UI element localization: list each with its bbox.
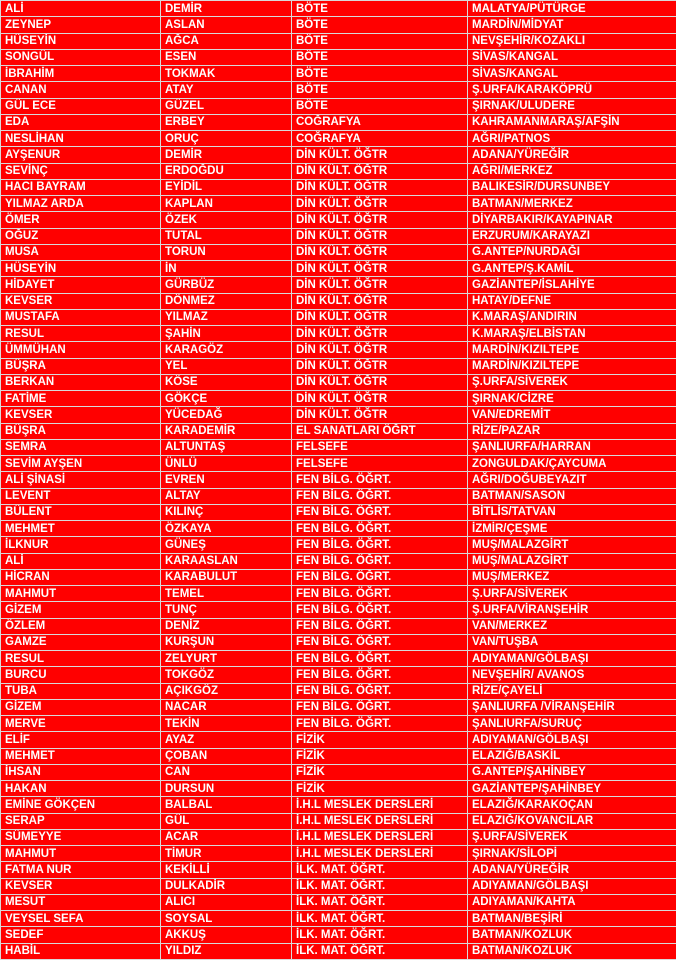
location-cell[interactable]: Ş.URFA/SİVEREK [468, 374, 676, 390]
first-name-cell[interactable]: MESUT [1, 894, 161, 910]
last-name-cell[interactable]: NACAR [161, 699, 292, 715]
location-cell[interactable]: BATMAN/MERKEZ [468, 196, 676, 212]
location-cell[interactable]: G.ANTEP/NURDAĞI [468, 244, 676, 260]
first-name-cell[interactable]: KEVSER [1, 293, 161, 309]
last-name-cell[interactable]: TEKİN [161, 716, 292, 732]
last-name-cell[interactable]: YEL [161, 358, 292, 374]
first-name-cell[interactable]: GAMZE [1, 634, 161, 650]
first-name-cell[interactable]: ALİ ŞİNASİ [1, 472, 161, 488]
location-cell[interactable]: VAN/TUŞBA [468, 634, 676, 650]
last-name-cell[interactable]: TOKGÖZ [161, 667, 292, 683]
table-row [1, 309, 676, 325]
table-row [1, 553, 676, 569]
table-row [1, 439, 676, 455]
branch-cell[interactable]: BÖTE [292, 17, 468, 33]
last-name-cell[interactable]: TUTAL [161, 228, 292, 244]
table-row [1, 228, 676, 244]
last-name-cell[interactable]: ALTAY [161, 488, 292, 504]
last-name-cell[interactable]: ERDOĞDU [161, 163, 292, 179]
last-name-cell[interactable]: ACAR [161, 829, 292, 845]
last-name-cell[interactable]: GÜZEL [161, 98, 292, 114]
location-cell[interactable]: AĞRI/PATNOS [468, 131, 676, 147]
first-name-cell[interactable]: MAHMUT [1, 586, 161, 602]
last-name-cell[interactable]: GÜNEŞ [161, 537, 292, 553]
table-row [1, 651, 676, 667]
table-row [1, 179, 676, 195]
location-cell[interactable]: GAZİANTEP/ŞAHİNBEY [468, 781, 676, 797]
first-name-cell[interactable]: SERAP [1, 813, 161, 829]
last-name-cell[interactable]: SOYSAL [161, 911, 292, 927]
table-row [1, 49, 676, 65]
location-cell[interactable]: ŞANLIURFA/SURUÇ [468, 716, 676, 732]
location-cell[interactable]: BİTLİS/TATVAN [468, 504, 676, 520]
last-name-cell[interactable]: YÜCEDAĞ [161, 407, 292, 423]
first-name-cell[interactable]: MERVE [1, 716, 161, 732]
first-name-cell[interactable]: BÜLENT [1, 504, 161, 520]
last-name-cell[interactable]: ALTUNTAŞ [161, 439, 292, 455]
branch-cell[interactable]: FEN BİLG. ÖĞRT. [292, 569, 468, 585]
table-row [1, 927, 676, 943]
last-name-cell[interactable]: GÜL [161, 813, 292, 829]
branch-cell[interactable]: FEN BİLG. ÖĞRT. [292, 586, 468, 602]
location-cell[interactable]: RİZE/PAZAR [468, 423, 676, 439]
last-name-cell[interactable]: ŞAHİN [161, 326, 292, 342]
branch-cell[interactable]: FEN BİLG. ÖĞRT. [292, 521, 468, 537]
branch-cell[interactable]: FEN BİLG. ÖĞRT. [292, 716, 468, 732]
branch-cell[interactable]: DİN KÜLT. ÖĞTR [292, 179, 468, 195]
table-row [1, 391, 676, 407]
first-name-cell[interactable]: RESUL [1, 326, 161, 342]
table-row [1, 602, 676, 618]
table-row [1, 472, 676, 488]
branch-cell[interactable]: FEN BİLG. ÖĞRT. [292, 537, 468, 553]
table-row [1, 537, 676, 553]
branch-cell[interactable]: DİN KÜLT. ÖĞTR [292, 277, 468, 293]
first-name-cell[interactable]: SEMRA [1, 439, 161, 455]
location-cell[interactable]: VAN/MERKEZ [468, 618, 676, 634]
last-name-cell[interactable]: YILMAZ [161, 309, 292, 325]
last-name-cell[interactable]: AĞCA [161, 33, 292, 49]
branch-cell[interactable]: FİZİK [292, 732, 468, 748]
last-name-cell[interactable]: ERBEY [161, 114, 292, 130]
first-name-cell[interactable]: HAKAN [1, 781, 161, 797]
first-name-cell[interactable]: FATMA NUR [1, 862, 161, 878]
table-row [1, 114, 676, 130]
branch-cell[interactable]: DİN KÜLT. ÖĞTR [292, 163, 468, 179]
first-name-cell[interactable]: ELİF [1, 732, 161, 748]
table-row [1, 196, 676, 212]
last-name-cell[interactable]: TOKMAK [161, 66, 292, 82]
table-row [1, 244, 676, 260]
branch-cell[interactable]: FELSEFE [292, 439, 468, 455]
branch-cell[interactable]: FEN BİLG. ÖĞRT. [292, 651, 468, 667]
last-name-cell[interactable]: YILDIZ [161, 943, 292, 959]
first-name-cell[interactable]: KEVSER [1, 407, 161, 423]
last-name-cell[interactable]: GÜRBÜZ [161, 277, 292, 293]
location-cell[interactable]: MUŞ/MERKEZ [468, 569, 676, 585]
last-name-cell[interactable]: ORUÇ [161, 131, 292, 147]
last-name-cell[interactable]: AKKUŞ [161, 927, 292, 943]
table-row [1, 732, 676, 748]
first-name-cell[interactable]: YILMAZ ARDA [1, 196, 161, 212]
location-cell[interactable]: GAZİANTEP/İSLAHİYE [468, 277, 676, 293]
table-row [1, 878, 676, 894]
table-row [1, 504, 676, 520]
first-name-cell[interactable]: ÖZLEM [1, 618, 161, 634]
branch-cell[interactable]: BÖTE [292, 1, 468, 17]
last-name-cell[interactable]: ATAY [161, 82, 292, 98]
branch-cell[interactable]: FEN BİLG. ÖĞRT. [292, 472, 468, 488]
location-cell[interactable]: ELAZIĞ/KOVANCILAR [468, 813, 676, 829]
first-name-cell[interactable]: MEHMET [1, 748, 161, 764]
location-cell[interactable]: DİYARBAKIR/KAYAPINAR [468, 212, 676, 228]
table-row [1, 894, 676, 910]
table-row [1, 17, 676, 33]
location-cell[interactable]: ADIYAMAN/GÖLBAŞI [468, 732, 676, 748]
location-cell[interactable]: BATMAN/SASON [468, 488, 676, 504]
first-name-cell[interactable]: BERKAN [1, 374, 161, 390]
location-cell[interactable]: MALATYA/PÜTÜRGE [468, 1, 676, 17]
branch-cell[interactable]: FİZİK [292, 764, 468, 780]
table-row [1, 1, 676, 17]
first-name-cell[interactable]: CANAN [1, 82, 161, 98]
table-row [1, 829, 676, 845]
location-cell[interactable]: Ş.URFA/SİVEREK [468, 829, 676, 845]
first-name-cell[interactable]: BÜŞRA [1, 423, 161, 439]
last-name-cell[interactable]: ESEN [161, 49, 292, 65]
branch-cell[interactable]: İLK. MAT. ÖĞRT. [292, 943, 468, 959]
branch-cell[interactable]: FEN BİLG. ÖĞRT. [292, 488, 468, 504]
location-cell[interactable]: ŞANLIURFA /VİRANŞEHİR [468, 699, 676, 715]
table-row [1, 358, 676, 374]
location-cell[interactable]: G.ANTEP/ŞAHİNBEY [468, 764, 676, 780]
last-name-cell[interactable]: DURSUN [161, 781, 292, 797]
first-name-cell[interactable]: KEVSER [1, 878, 161, 894]
location-cell[interactable]: Ş.URFA/VİRANŞEHİR [468, 602, 676, 618]
table-row [1, 813, 676, 829]
branch-cell[interactable]: DİN KÜLT. ÖĞTR [292, 391, 468, 407]
branch-cell[interactable]: DİN KÜLT. ÖĞTR [292, 244, 468, 260]
location-cell[interactable]: MUŞ/MALAZGİRT [468, 537, 676, 553]
first-name-cell[interactable]: ÜMMÜHAN [1, 342, 161, 358]
first-name-cell[interactable]: RESUL [1, 651, 161, 667]
branch-cell[interactable]: İLK. MAT. ÖĞRT. [292, 927, 468, 943]
branch-cell[interactable]: DİN KÜLT. ÖĞTR [292, 293, 468, 309]
first-name-cell[interactable]: İBRAHİM [1, 66, 161, 82]
location-cell[interactable]: KAHRAMANMARAŞ/AFŞİN [468, 114, 676, 130]
table-row [1, 261, 676, 277]
first-name-cell[interactable]: GİZEM [1, 602, 161, 618]
last-name-cell[interactable]: DÖNMEZ [161, 293, 292, 309]
table-row [1, 699, 676, 715]
branch-cell[interactable]: İLK. MAT. ÖĞRT. [292, 894, 468, 910]
table-row [1, 862, 676, 878]
branch-cell[interactable]: DİN KÜLT. ÖĞTR [292, 147, 468, 163]
location-cell[interactable]: ŞIRNAK/SİLOPİ [468, 846, 676, 862]
location-cell[interactable]: ADANA/YÜREĞİR [468, 147, 676, 163]
first-name-cell[interactable]: BÜŞRA [1, 358, 161, 374]
location-cell[interactable]: Ş.URFA/KARAKÖPRÜ [468, 82, 676, 98]
location-cell[interactable]: K.MARAŞ/ELBİSTAN [468, 326, 676, 342]
last-name-cell[interactable]: KEKİLLİ [161, 862, 292, 878]
last-name-cell[interactable]: EYİDİL [161, 179, 292, 195]
first-name-cell[interactable]: OĞUZ [1, 228, 161, 244]
location-cell[interactable]: Ş.URFA/SİVEREK [468, 586, 676, 602]
first-name-cell[interactable]: SEVİM AYŞEN [1, 456, 161, 472]
branch-cell[interactable]: İ.H.L MESLEK DERSLERİ [292, 797, 468, 813]
branch-cell[interactable]: DİN KÜLT. ÖĞTR [292, 196, 468, 212]
first-name-cell[interactable]: İLKNUR [1, 537, 161, 553]
location-cell[interactable]: ŞANLIURFA/HARRAN [468, 439, 676, 455]
location-cell[interactable]: MUŞ/MALAZGİRT [468, 553, 676, 569]
first-name-cell[interactable]: SEVİNÇ [1, 163, 161, 179]
branch-cell[interactable]: DİN KÜLT. ÖĞTR [292, 212, 468, 228]
location-cell[interactable]: İZMİR/ÇEŞME [468, 521, 676, 537]
first-name-cell[interactable]: SÜMEYYE [1, 829, 161, 845]
location-cell[interactable]: ELAZIĞ/KARAKOÇAN [468, 797, 676, 813]
branch-cell[interactable]: DİN KÜLT. ÖĞTR [292, 261, 468, 277]
last-name-cell[interactable]: İN [161, 261, 292, 277]
first-name-cell[interactable]: HABİL [1, 943, 161, 959]
branch-cell[interactable]: COĞRAFYA [292, 114, 468, 130]
last-name-cell[interactable]: ZELYURT [161, 651, 292, 667]
location-cell[interactable]: BATMAN/KOZLUK [468, 927, 676, 943]
last-name-cell[interactable]: KARABULUT [161, 569, 292, 585]
branch-cell[interactable]: BÖTE [292, 66, 468, 82]
branch-cell[interactable]: FİZİK [292, 781, 468, 797]
branch-cell[interactable]: FEN BİLG. ÖĞRT. [292, 553, 468, 569]
branch-cell[interactable]: FEN BİLG. ÖĞRT. [292, 504, 468, 520]
last-name-cell[interactable]: ALICI [161, 894, 292, 910]
branch-cell[interactable]: BÖTE [292, 33, 468, 49]
last-name-cell[interactable]: KARAGÖZ [161, 342, 292, 358]
branch-cell[interactable]: COĞRAFYA [292, 131, 468, 147]
table-row [1, 634, 676, 650]
table-row [1, 66, 676, 82]
branch-cell[interactable]: BÖTE [292, 82, 468, 98]
first-name-cell[interactable]: HÜSEYİN [1, 33, 161, 49]
first-name-cell[interactable]: HÜSEYİN [1, 261, 161, 277]
first-name-cell[interactable]: VEYSEL SEFA [1, 911, 161, 927]
branch-cell[interactable]: DİN KÜLT. ÖĞTR [292, 309, 468, 325]
last-name-cell[interactable]: ÇOBAN [161, 748, 292, 764]
table-body [1, 1, 676, 960]
first-name-cell[interactable]: ALİ [1, 553, 161, 569]
location-cell[interactable]: NEVŞEHİR/ AVANOS [468, 667, 676, 683]
table-row [1, 342, 676, 358]
first-name-cell[interactable]: HİCRAN [1, 569, 161, 585]
last-name-cell[interactable]: KARAASLAN [161, 553, 292, 569]
last-name-cell[interactable]: ÖZEK [161, 212, 292, 228]
first-name-cell[interactable]: İHSAN [1, 764, 161, 780]
first-name-cell[interactable]: MUSTAFA [1, 309, 161, 325]
last-name-cell[interactable]: GÖKÇE [161, 391, 292, 407]
last-name-cell[interactable]: KILINÇ [161, 504, 292, 520]
table-row [1, 667, 676, 683]
branch-cell[interactable]: EL SANATLARI ÖĞRT [292, 423, 468, 439]
branch-cell[interactable]: BÖTE [292, 49, 468, 65]
branch-cell[interactable]: DİN KÜLT. ÖĞTR [292, 342, 468, 358]
last-name-cell[interactable]: TUNÇ [161, 602, 292, 618]
table-row [1, 748, 676, 764]
first-name-cell[interactable]: GİZEM [1, 699, 161, 715]
location-cell[interactable]: MARDİN/KIZILTEPE [468, 358, 676, 374]
table-row [1, 781, 676, 797]
first-name-cell[interactable]: FATİME [1, 391, 161, 407]
table-row [1, 716, 676, 732]
location-cell[interactable]: ADIYAMAN/KAHTA [468, 894, 676, 910]
first-name-cell[interactable]: TUBA [1, 683, 161, 699]
table-row [1, 147, 676, 163]
first-name-cell[interactable]: NESLİHAN [1, 131, 161, 147]
location-cell[interactable]: SİVAS/KANGAL [468, 66, 676, 82]
table-row [1, 846, 676, 862]
location-cell[interactable]: SİVAS/KANGAL [468, 49, 676, 65]
first-name-cell[interactable]: MUSA [1, 244, 161, 260]
table-row [1, 456, 676, 472]
location-cell[interactable]: K.MARAŞ/ANDIRIN [468, 309, 676, 325]
location-cell[interactable]: VAN/EDREMİT [468, 407, 676, 423]
first-name-cell[interactable]: GÜL ECE [1, 98, 161, 114]
table-row [1, 131, 676, 147]
table-row [1, 764, 676, 780]
location-cell[interactable]: AĞRI/DOĞUBEYAZIT [468, 472, 676, 488]
table-row [1, 911, 676, 927]
branch-cell[interactable]: İLK. MAT. ÖĞRT. [292, 862, 468, 878]
table-row [1, 569, 676, 585]
location-cell[interactable]: G.ANTEP/Ş.KAMİL [468, 261, 676, 277]
location-cell[interactable]: MARDİN/MİDYAT [468, 17, 676, 33]
last-name-cell[interactable]: AYAZ [161, 732, 292, 748]
last-name-cell[interactable]: DULKADİR [161, 878, 292, 894]
last-name-cell[interactable]: TİMUR [161, 846, 292, 862]
branch-cell[interactable]: DİN KÜLT. ÖĞTR [292, 228, 468, 244]
location-cell[interactable]: BATMAN/KOZLUK [468, 943, 676, 959]
last-name-cell[interactable]: KÖSE [161, 374, 292, 390]
branch-cell[interactable]: DİN KÜLT. ÖĞTR [292, 326, 468, 342]
branch-cell[interactable]: DİN KÜLT. ÖĞTR [292, 374, 468, 390]
branch-cell[interactable]: FEN BİLG. ÖĞRT. [292, 683, 468, 699]
first-name-cell[interactable]: MAHMUT [1, 846, 161, 862]
table-row [1, 797, 676, 813]
first-name-cell[interactable]: BURCU [1, 667, 161, 683]
table-row [1, 683, 676, 699]
first-name-cell[interactable]: EDA [1, 114, 161, 130]
first-name-cell[interactable]: ÖMER [1, 212, 161, 228]
table-row [1, 293, 676, 309]
table-row [1, 586, 676, 602]
first-name-cell[interactable]: LEVENT [1, 488, 161, 504]
location-cell[interactable]: ELAZIĞ/BASKİL [468, 748, 676, 764]
branch-cell[interactable]: FİZİK [292, 748, 468, 764]
table-row [1, 488, 676, 504]
table-row [1, 33, 676, 49]
last-name-cell[interactable]: BALBAL [161, 797, 292, 813]
branch-cell[interactable]: FELSEFE [292, 456, 468, 472]
location-cell[interactable]: ADIYAMAN/GÖLBAŞI [468, 878, 676, 894]
branch-cell[interactable]: FEN BİLG. ÖĞRT. [292, 602, 468, 618]
location-cell[interactable]: BATMAN/BEŞİRİ [468, 911, 676, 927]
branch-cell[interactable]: DİN KÜLT. ÖĞTR [292, 407, 468, 423]
first-name-cell[interactable]: HİDAYET [1, 277, 161, 293]
last-name-cell[interactable]: ÖZKAYA [161, 521, 292, 537]
table-row [1, 407, 676, 423]
branch-cell[interactable]: İ.H.L MESLEK DERSLERİ [292, 829, 468, 845]
branch-cell[interactable]: DİN KÜLT. ÖĞTR [292, 358, 468, 374]
location-cell[interactable]: ADIYAMAN/GÖLBAŞI [468, 651, 676, 667]
branch-cell[interactable]: İ.H.L MESLEK DERSLERİ [292, 813, 468, 829]
table-row [1, 374, 676, 390]
location-cell[interactable]: ŞIRNAK/CİZRE [468, 391, 676, 407]
location-cell[interactable]: HATAY/DEFNE [468, 293, 676, 309]
first-name-cell[interactable]: HACI BAYRAM [1, 179, 161, 195]
table-row [1, 163, 676, 179]
table-row [1, 82, 676, 98]
location-cell[interactable]: ŞIRNAK/ULUDERE [468, 98, 676, 114]
first-name-cell[interactable]: ALİ [1, 1, 161, 17]
location-cell[interactable]: BALIKESİR/DURSUNBEY [468, 179, 676, 195]
location-cell[interactable]: RİZE/ÇAYELİ [468, 683, 676, 699]
table-row [1, 326, 676, 342]
table-row [1, 618, 676, 634]
last-name-cell[interactable]: DEMİR [161, 147, 292, 163]
first-name-cell[interactable]: AYŞENUR [1, 147, 161, 163]
table-row [1, 212, 676, 228]
table-row [1, 423, 676, 439]
table-row [1, 277, 676, 293]
location-cell[interactable]: ZONGULDAK/ÇAYCUMA [468, 456, 676, 472]
table-row [1, 521, 676, 537]
last-name-cell[interactable]: CAN [161, 764, 292, 780]
first-name-cell[interactable]: EMİNE GÖKÇEN [1, 797, 161, 813]
branch-cell[interactable]: İLK. MAT. ÖĞRT. [292, 878, 468, 894]
first-name-cell[interactable]: SEDEF [1, 927, 161, 943]
branch-cell[interactable]: BÖTE [292, 98, 468, 114]
last-name-cell[interactable]: KARADEMİR [161, 423, 292, 439]
location-cell[interactable]: NEVŞEHİR/KOZAKLI [468, 33, 676, 49]
location-cell[interactable]: AĞRI/MERKEZ [468, 163, 676, 179]
last-name-cell[interactable]: KAPLAN [161, 196, 292, 212]
branch-cell[interactable]: FEN BİLG. ÖĞRT. [292, 618, 468, 634]
branch-cell[interactable]: FEN BİLG. ÖĞRT. [292, 667, 468, 683]
table-row [1, 98, 676, 114]
last-name-cell[interactable]: DEMİR [161, 1, 292, 17]
branch-cell[interactable]: İ.H.L MESLEK DERSLERİ [292, 846, 468, 862]
location-cell[interactable]: ADANA/YÜREĞİR [468, 862, 676, 878]
last-name-cell[interactable]: AÇIKGÖZ [161, 683, 292, 699]
last-name-cell[interactable]: KURŞUN [161, 634, 292, 650]
last-name-cell[interactable]: TORUN [161, 244, 292, 260]
last-name-cell[interactable]: EVREN [161, 472, 292, 488]
last-name-cell[interactable]: ÜNLÜ [161, 456, 292, 472]
first-name-cell[interactable]: ZEYNEP [1, 17, 161, 33]
last-name-cell[interactable]: ASLAN [161, 17, 292, 33]
location-cell[interactable]: MARDİN/KIZILTEPE [468, 342, 676, 358]
first-name-cell[interactable]: SONGÜL [1, 49, 161, 65]
first-name-cell[interactable]: MEHMET [1, 521, 161, 537]
last-name-cell[interactable]: TEMEL [161, 586, 292, 602]
branch-cell[interactable]: İLK. MAT. ÖĞRT. [292, 911, 468, 927]
last-name-cell[interactable]: DENİZ [161, 618, 292, 634]
location-cell[interactable]: ERZURUM/KARAYAZI [468, 228, 676, 244]
branch-cell[interactable]: FEN BİLG. ÖĞRT. [292, 634, 468, 650]
branch-cell[interactable]: FEN BİLG. ÖĞRT. [292, 699, 468, 715]
